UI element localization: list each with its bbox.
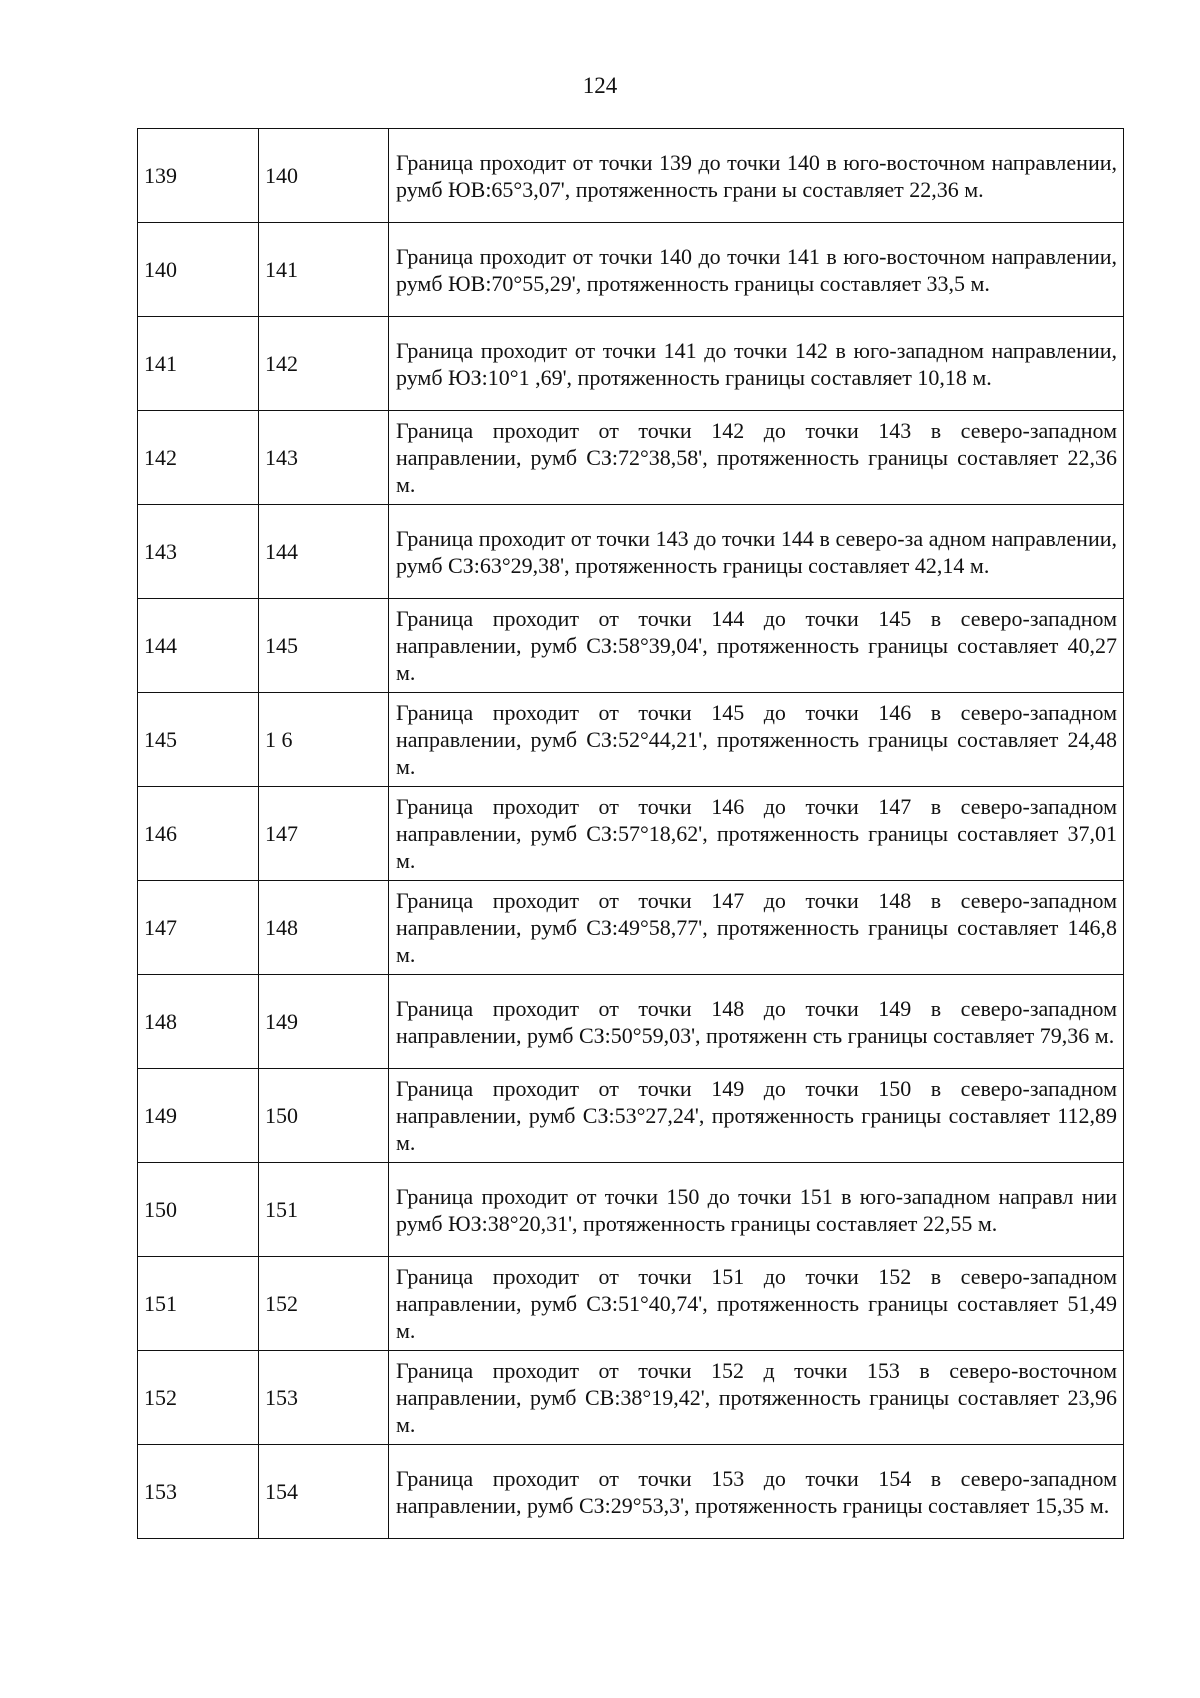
- description-cell: Граница проходит от точки 144 до точки 145 в северо-западном направлении, румб СЗ:58°39,04', протяженность границы составляет 40,27 м.: [389, 599, 1124, 693]
- description-cell: Граница проходит от точки 152 д точки 153 в северо-восточном направлении, румб СВ:38°19,42', протяженность границы составляет 23,96 м.: [389, 1351, 1124, 1445]
- description-cell: Граница проходит от точки 148 до точки 149 в северо-западном направлении, румб СЗ:50°59,03', протяженн сть границы составляет 79,36 м.: [389, 975, 1124, 1069]
- to-point-cell: 140: [259, 129, 389, 223]
- from-point-cell: 151: [138, 1257, 259, 1351]
- to-point-cell: 153: [259, 1351, 389, 1445]
- table-row: [138, 223, 1124, 317]
- description-cell: Граница проходит от точки 139 до точки 140 в юго-восточном направлении, румб ЮВ:65°3,07', протяженность грани ы составляет 22,36 м.: [389, 129, 1124, 223]
- from-point-cell: 144: [138, 599, 259, 693]
- to-point-cell: 143: [259, 411, 389, 505]
- table-row: [138, 1351, 1124, 1445]
- to-point-cell: 150: [259, 1069, 389, 1163]
- table-row: [138, 1069, 1124, 1163]
- from-point-cell: 147: [138, 881, 259, 975]
- to-point-cell: 149: [259, 975, 389, 1069]
- from-point-cell: 141: [138, 317, 259, 411]
- from-point-cell: 139: [138, 129, 259, 223]
- to-point-cell: 144: [259, 505, 389, 599]
- table-row: [138, 1445, 1124, 1539]
- to-point-cell: 147: [259, 787, 389, 881]
- from-point-cell: 153: [138, 1445, 259, 1539]
- table-row: [138, 1257, 1124, 1351]
- from-point-cell: 142: [138, 411, 259, 505]
- table-row: [138, 787, 1124, 881]
- from-point-cell: 146: [138, 787, 259, 881]
- description-cell: Граница проходит от точки 147 до точки 148 в северо-западном направлении, румб СЗ:49°58,77', протяженность границы составляет 146,8 м.: [389, 881, 1124, 975]
- to-point-cell: 1 6: [259, 693, 389, 787]
- table-row: [138, 975, 1124, 1069]
- from-point-cell: 148: [138, 975, 259, 1069]
- from-point-cell: 152: [138, 1351, 259, 1445]
- to-point-cell: 148: [259, 881, 389, 975]
- to-point-cell: 142: [259, 317, 389, 411]
- from-point-cell: 145: [138, 693, 259, 787]
- description-cell: Граница проходит от точки 140 до точки 141 в юго-восточном направлении, румб ЮВ:70°55,29', протяженность границы составляет 33,5 м.: [389, 223, 1124, 317]
- table-row: [138, 1163, 1124, 1257]
- description-cell: Граница проходит от точки 153 до точки 154 в северо-западном направлении, румб СЗ:29°53,3', протяженность границы составляет 15,35 м.: [389, 1445, 1124, 1539]
- table-row: [138, 881, 1124, 975]
- description-cell: Граница проходит от точки 143 до точки 144 в северо-за адном направлении, румб СЗ:63°29,38', протяженность границы составляет 42,14 м.: [389, 505, 1124, 599]
- from-point-cell: 150: [138, 1163, 259, 1257]
- description-cell: Граница проходит от точки 150 до точки 151 в юго-западном направл нии румб ЮЗ:38°20,31', протяженность границы составляет 22,55 м.: [389, 1163, 1124, 1257]
- table-row: [138, 505, 1124, 599]
- description-cell: Граница проходит от точки 141 до точки 142 в юго-западном направлении, румб ЮЗ:10°1 ,69', протяженность границы составляет 10,18 м.: [389, 317, 1124, 411]
- from-point-cell: 149: [138, 1069, 259, 1163]
- page-number: 124: [582, 73, 618, 98]
- to-point-cell: 141: [259, 223, 389, 317]
- table-row: [138, 599, 1124, 693]
- description-cell: Граница проходит от точки 146 до точки 147 в северо-западном направлении, румб СЗ:57°18,62', протяженность границы составляет 37,01 м.: [389, 787, 1124, 881]
- table-body: [138, 129, 1124, 1539]
- description-cell: Граница проходит от точки 142 до точки 143 в северо-западном направлении, румб СЗ:72°38,58', протяженность границы составляет 22,36 м.: [389, 411, 1124, 505]
- table-row: [138, 317, 1124, 411]
- description-cell: Граница проходит от точки 145 до точки 146 в северо-западном направлении, румб СЗ:52°44,21', протяженность границы составляет 24,48 м.: [389, 693, 1124, 787]
- to-point-cell: 151: [259, 1163, 389, 1257]
- from-point-cell: 140: [138, 223, 259, 317]
- from-point-cell: 143: [138, 505, 259, 599]
- boundary-table: [137, 128, 1124, 1539]
- to-point-cell: 154: [259, 1445, 389, 1539]
- table-row: [138, 693, 1124, 787]
- table-row: [138, 129, 1124, 223]
- description-cell: Граница проходит от точки 151 до точки 152 в северо-западном направлении, румб СЗ:51°40,74', протяженность границы составляет 51,49 м.: [389, 1257, 1124, 1351]
- description-cell: Граница проходит от точки 149 до точки 150 в северо-западном направлении, румб СЗ:53°27,24', протяженность границы составляет 112,89 м.: [389, 1069, 1124, 1163]
- to-point-cell: 145: [259, 599, 389, 693]
- to-point-cell: 152: [259, 1257, 389, 1351]
- table-row: [138, 411, 1124, 505]
